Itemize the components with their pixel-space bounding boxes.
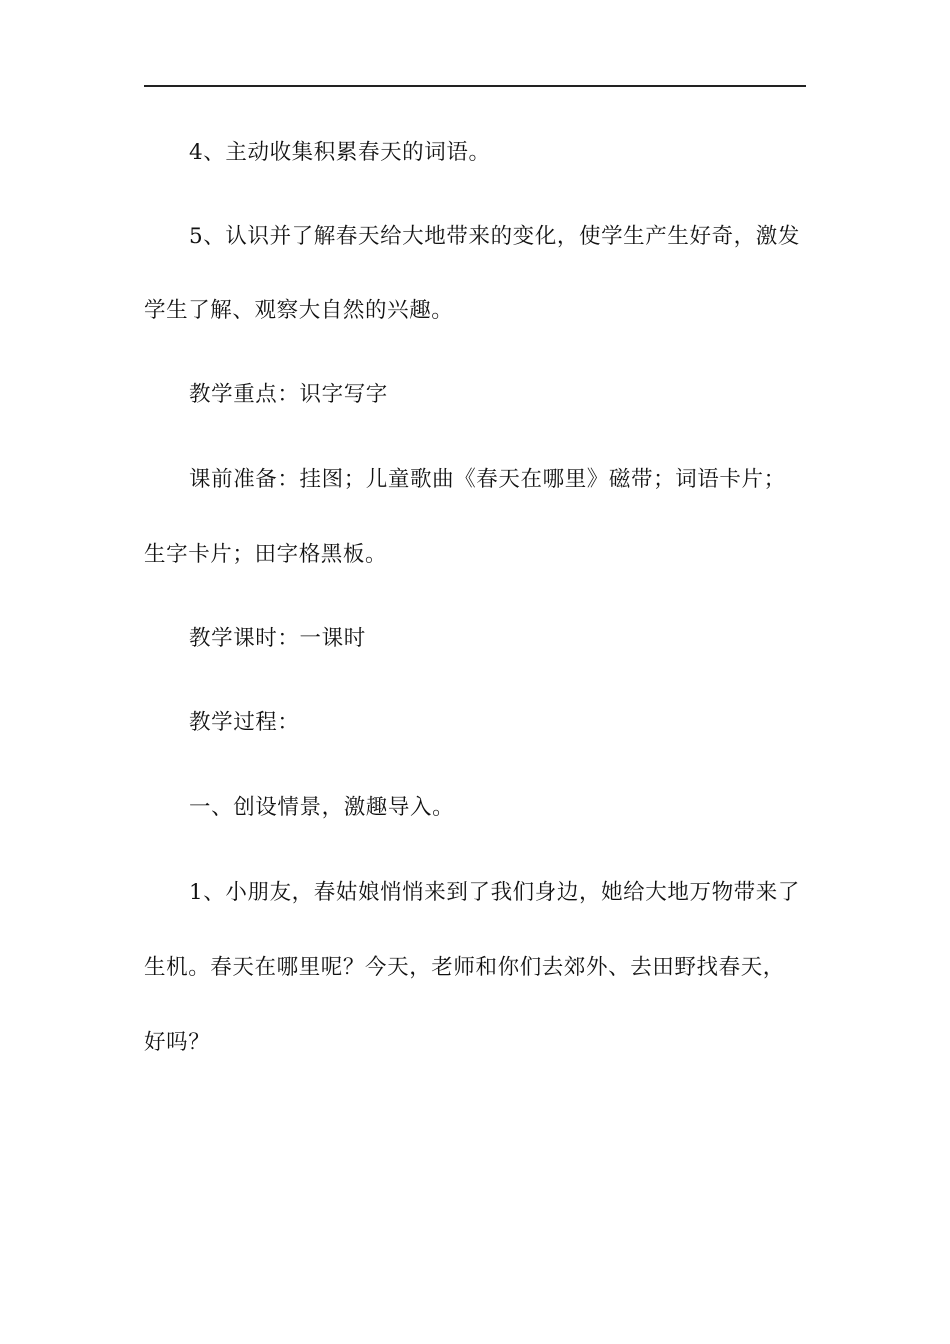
- paragraph-line: 1、小朋友，春姑娘悄悄来到了我们身边，她给大地万物带来了: [189, 880, 800, 905]
- paragraph-line: 生字卡片；田字格黑板。: [144, 542, 388, 567]
- paragraph-line: 一、创设情景，激趣导入。: [189, 795, 455, 820]
- paragraph-line: 教学过程：: [189, 710, 300, 735]
- paragraph-line: 好吗？: [144, 1030, 211, 1055]
- paragraph-line: 5、认识并了解春天给大地带来的变化，使学生产生好奇，激发: [189, 224, 800, 249]
- paragraph-line: 学生了解、观察大自然的兴趣。: [144, 298, 454, 323]
- paragraph-line: 生机。春天在哪里呢？今天，老师和你们去郊外、去田野找春天，: [144, 955, 785, 980]
- paragraph-line: 4、主动收集积累春天的词语。: [189, 140, 491, 165]
- paragraph-line: 教学重点：识字写字: [189, 382, 388, 407]
- header-rule: [144, 85, 806, 87]
- paragraph-line: 教学课时：一课时: [189, 626, 366, 651]
- paragraph-line: 课前准备：挂图；儿童歌曲《春天在哪里》磁带；词语卡片；: [189, 467, 786, 492]
